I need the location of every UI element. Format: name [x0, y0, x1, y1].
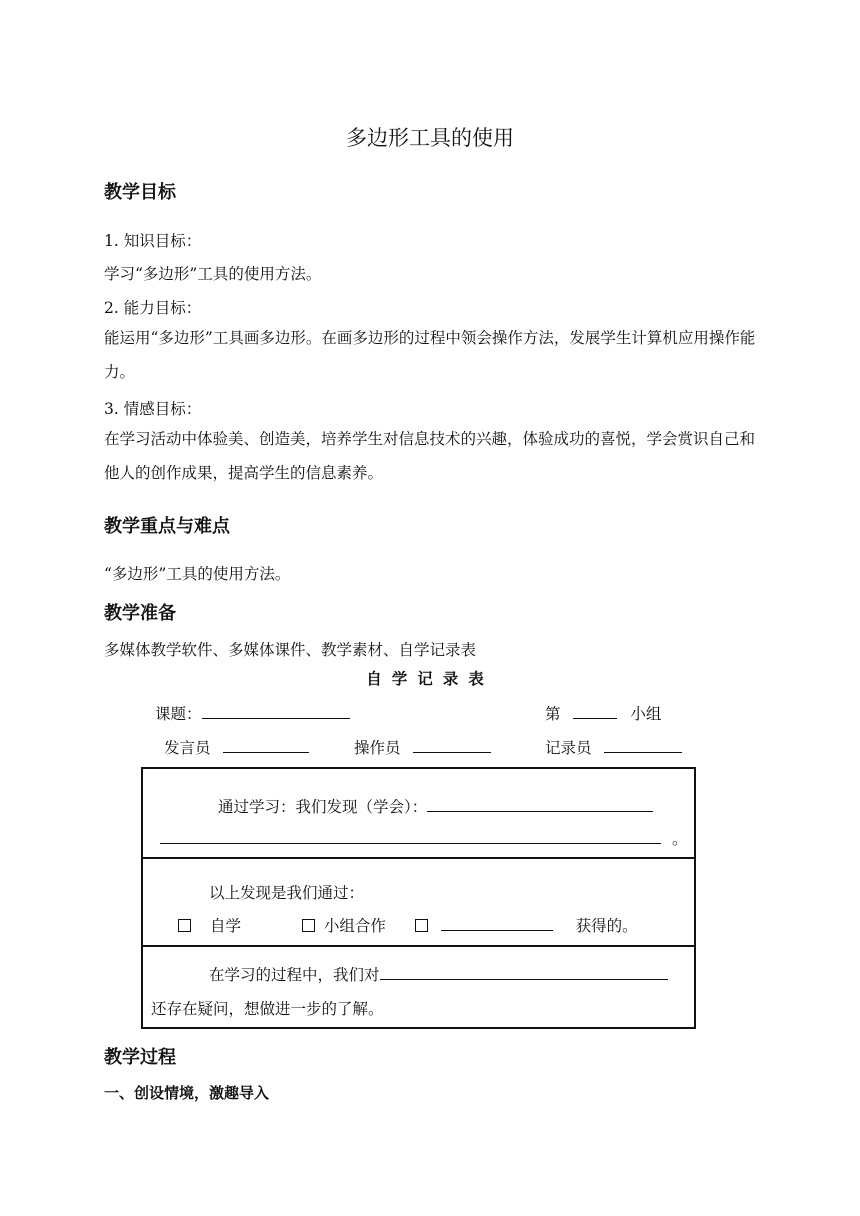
group-suffix: 小组 [630, 705, 662, 723]
recorder-label: 记录员 [545, 739, 592, 757]
cell1-blank[interactable] [427, 795, 653, 812]
speaker-row [164, 736, 309, 758]
objectives-heading: 教学目标 [104, 182, 176, 203]
cell2-text: 以上发现是我们通过： [209, 884, 365, 902]
objective-1-label: 1. 知识目标： [104, 232, 202, 250]
cell-divider-1 [143, 857, 694, 859]
objective-1-text: 学习“多边形”工具的使用方法。 [104, 265, 322, 283]
option-group-label: 小组合作 [323, 917, 386, 935]
option-other-suffix: 获得的。 [575, 917, 638, 935]
preparation-heading: 教学准备 [104, 603, 176, 624]
option-self-label: 自学 [209, 917, 241, 935]
record-form-box [141, 767, 696, 1029]
key-points-heading: 教学重点与难点 [104, 516, 230, 537]
topic-label: 课题： [155, 705, 202, 723]
cell1-end: 。 [671, 830, 688, 848]
process-sub-heading-1: 一、创设情境，激趣导入 [104, 1084, 270, 1102]
group-prefix: 第 [545, 705, 561, 723]
topic-row [155, 702, 350, 724]
method-options [178, 914, 638, 936]
page-title: 多边形工具的使用 [346, 126, 514, 150]
objective-3-label: 3. 情感目标： [104, 400, 202, 418]
cell1-line2 [160, 827, 687, 849]
cell3-line2: 还存在疑问，想做进一步的了解。 [151, 1000, 384, 1018]
speaker-label: 发言员 [164, 739, 211, 757]
preparation-text: 多媒体教学软件、多媒体课件、教学素材、自学记录表 [104, 641, 477, 659]
key-points-text: “多边形”工具的使用方法。 [104, 565, 291, 583]
option-other-checkbox[interactable] [415, 919, 428, 932]
cell3-blank[interactable] [380, 963, 668, 980]
operator-row [354, 736, 491, 758]
topic-blank[interactable] [202, 702, 350, 719]
cell3-line1 [209, 963, 668, 985]
objective-3-text: 在学习活动中体验美、创造美，培养学生对信息技术的兴趣，体验成功的喜悦，学会赏识自己和他人的创作成果，提高学生的信息素养。 [104, 430, 756, 482]
recorder-blank[interactable] [604, 736, 682, 753]
cell1-blank-2[interactable] [160, 827, 661, 844]
group-blank[interactable] [573, 702, 617, 719]
option-other-blank[interactable] [441, 914, 553, 931]
recorder-row [545, 736, 682, 758]
objective-2-text: 能运用“多边形”工具画多边形。在画多边形的过程中领会操作方法，发展学生计算机应用操作能力。 [104, 329, 756, 381]
speaker-blank[interactable] [223, 736, 309, 753]
group-row [545, 702, 661, 724]
operator-label: 操作员 [354, 739, 401, 757]
option-self-checkbox[interactable] [178, 919, 191, 932]
cell1-text: 通过学习：我们发现（学会）： [218, 798, 428, 816]
cell-divider-2 [143, 945, 694, 947]
process-heading: 教学过程 [104, 1047, 176, 1068]
form-title: 自学记录表 [366, 669, 494, 688]
operator-blank[interactable] [413, 736, 491, 753]
cell1-line1 [218, 795, 653, 817]
cell3-text: 在学习的过程中，我们对 [209, 966, 380, 984]
objective-2-label: 2. 能力目标： [104, 299, 202, 317]
option-group-checkbox[interactable] [302, 919, 315, 932]
